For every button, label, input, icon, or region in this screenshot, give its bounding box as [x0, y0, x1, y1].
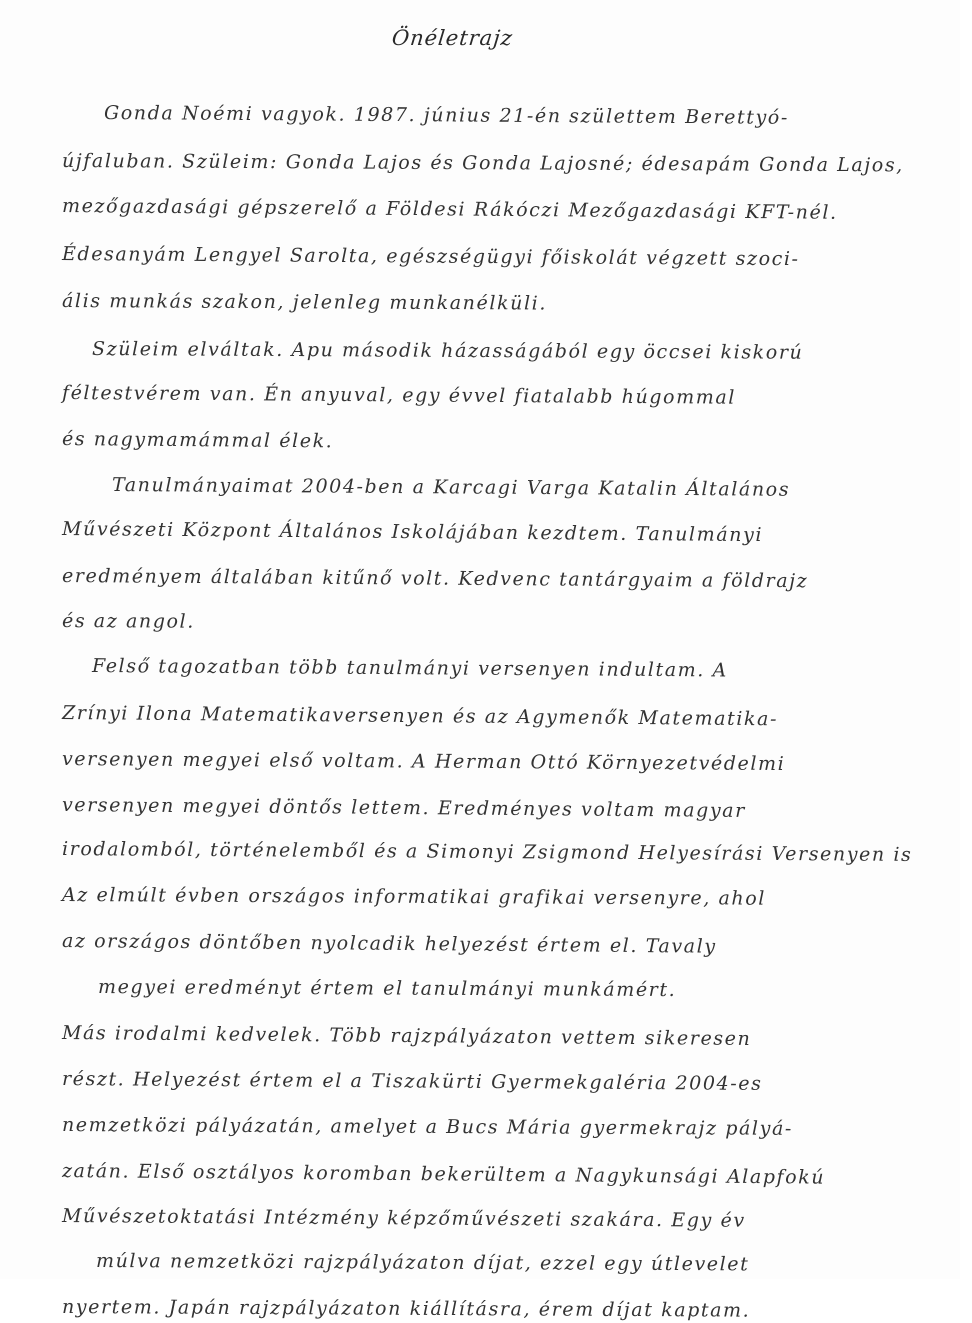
text-line: Gonda Noémi vagyok. 1987. június 21-én születtem Berettyó- — [103, 102, 789, 129]
text-line: eredményem általában kitűnő volt. Kedvenc tantárgyaim a földrajz — [61, 565, 809, 593]
text-line: újfaluban. Szüleim: Gonda Lajos és Gonda Lajosné; édesapám Gonda Lajos, — [61, 150, 904, 177]
text-line: Művészeti Központ Általános Iskolájában kezdtem. Tanulmányi — [61, 518, 764, 547]
text-line: és nagymamámmal élek. — [61, 428, 334, 453]
text-line: ális munkás szakon, jelenleg munkanélküli. — [61, 290, 548, 315]
text-line: irodalomból, történelemből és a Simonyi Zsigmond Helyesírási Versenyen is — [61, 838, 913, 866]
text-line: nyertem. Japán rajzpályázaton kiállításra, érem díjat kaptam. — [61, 1296, 751, 1322]
text-line: nemzetközi pályázatán, amelyet a Bucs Mária gyermekrajz pályá- — [61, 1114, 793, 1140]
text-line: az országos döntőben nyolcadik helyezést értem el. Tavaly — [61, 930, 717, 958]
text-line: zatán. Első osztályos koromban bekerültem a Nagykunsági Alapfokú — [61, 1160, 826, 1189]
text-line: Az elmúlt évben országos informatikai grafikai versenyre, ahol — [61, 884, 767, 910]
text-line: versenyen megyei első voltam. A Herman Ottó Környezetvédelmi — [61, 748, 786, 776]
text-line: múlva nemzetközi rajzpályázaton díjat, ezzel egy útlevelet — [95, 1250, 750, 1276]
text-line: versenyen megyei döntős lettem. Eredményes voltam magyar — [61, 794, 746, 822]
text-line: mezőgazdasági gépszerelő a Földesi Rákóczi Mezőgazdasági KFT-nél. — [61, 195, 838, 224]
text-line: és az angol. — [61, 610, 195, 633]
text-line: Tanulmányaimat 2004-ben a Karcagi Varga Katalin Általános — [111, 474, 791, 501]
text-line: féltestvérem van. Én anyuval, egy évvel fiatalabb húgommal — [61, 382, 737, 409]
text-line: Szüleim elváltak. Apu második házasságából egy öccsei kiskorú — [91, 338, 804, 364]
document-title: Önéletrajz — [390, 26, 515, 50]
text-line: megyei eredményt értem el tanulmányi munkámért. — [97, 976, 677, 1002]
text-line: Művészetoktatási Intézmény képzőművészeti szakára. Egy év — [61, 1205, 746, 1232]
text-line: Zrínyi Ilona Matematikaversenyen és az Agymenők Matematika- — [61, 702, 779, 731]
text-line: részt. Helyezést értem el a Tiszakürti Gyermekgaléria 2004-es — [61, 1068, 763, 1095]
text-line: Felső tagozatban több tanulmányi versenyen indultam. A — [91, 655, 728, 682]
text-line: Édesanyám Lengyel Sarolta, egészségügyi főiskolát végzett szoci- — [61, 243, 800, 271]
text-line: Más irodalmi kedvelek. Több rajzpályázaton vettem sikeresen — [61, 1022, 752, 1051]
